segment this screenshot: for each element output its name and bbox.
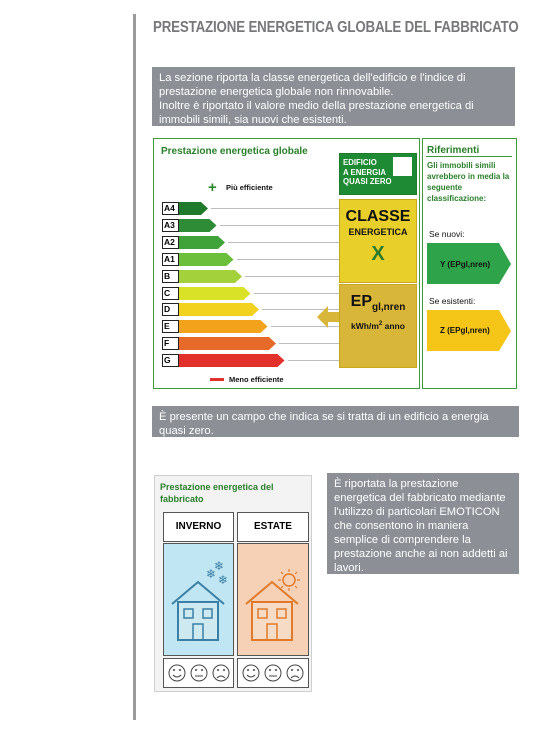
nzeb-box — [339, 153, 417, 195]
svg-text:❄: ❄ — [206, 567, 217, 581]
winter-panel — [163, 543, 234, 656]
summer-emoticons — [237, 658, 309, 688]
existing-label: Se esistenti: — [429, 296, 476, 306]
references-text: Gli immobili simili avrebbero in media la seguente classificazione: — [427, 161, 510, 203]
winter-header: INVERNO — [163, 512, 234, 542]
winter-house-icon — [164, 544, 233, 655]
plus-icon: + — [208, 179, 217, 196]
nzeb-line-3: QUASI ZERO — [343, 177, 392, 186]
more-efficient-label: Più efficiente — [226, 183, 273, 192]
summer-house-icon — [238, 544, 308, 655]
pointer-arrow-icon — [317, 305, 339, 329]
nzeb-checkbox — [393, 157, 412, 176]
energy-class-box — [339, 199, 417, 283]
classe-title: CLASSE — [345, 208, 411, 225]
energy-class-label: F — [162, 337, 179, 350]
energy-class-arrow — [179, 253, 235, 266]
energy-class-arrow — [179, 303, 260, 316]
summer-header: ESTATE — [237, 512, 309, 542]
energy-class-label: D — [162, 303, 179, 316]
emoticon-callout-text: È riportata la prestazione energetica del fabbricato mediante l'utilizzo di particolari EMOTICON che consentono in maniera semplice di comprendere la prestazione anche ai non addetti ai lavori. — [334, 478, 508, 574]
energy-class-label: E — [162, 320, 179, 333]
minus-icon — [210, 378, 224, 381]
svg-text:❄: ❄ — [218, 573, 229, 587]
emoticon-callout — [327, 473, 519, 574]
energetica-title: ENERGETICA — [348, 227, 408, 237]
nzeb-callout-text: È presente un campo che indica se si tratta di un edificio a energia quasi zero. — [159, 411, 489, 437]
intro-callout — [152, 67, 515, 126]
energy-class-guide — [288, 360, 340, 361]
left-divider-line — [133, 14, 136, 720]
ep-unit-tail: anno — [382, 321, 405, 332]
winter-emoticons — [163, 658, 234, 688]
energy-class-arrow — [179, 337, 277, 350]
energy-class-label: C — [162, 287, 179, 300]
less-efficient-label: Meno efficiente — [229, 375, 284, 384]
energy-class-label: G — [162, 354, 179, 367]
nzeb-line-2: A ENERGIA — [343, 167, 387, 177]
emoticon-panel-title: Prestazione energetica del fabbricato — [160, 482, 274, 504]
ep-unit: kWh/m — [351, 321, 379, 332]
ep-unit-sup: 2 — [378, 321, 383, 328]
new-label: Se nuovi: — [429, 229, 465, 239]
ep-symbol: EP — [350, 293, 372, 310]
energy-class-label: A4 — [162, 202, 179, 215]
references-divider — [426, 156, 512, 157]
energy-class-arrow — [179, 202, 209, 215]
ep-index-box — [339, 284, 417, 368]
energy-class-label: A2 — [162, 236, 179, 249]
summer-panel — [237, 543, 309, 656]
winter-face-icons — [164, 659, 233, 687]
energy-class-arrow — [179, 219, 218, 232]
svg-text:❄: ❄ — [214, 559, 225, 573]
existing-reference-value: Z (EPgl,nren) — [440, 326, 490, 335]
energy-class-guide — [279, 343, 339, 344]
energy-label-title: Prestazione energetica globale — [161, 146, 308, 157]
references-title: Riferimenti — [427, 145, 480, 156]
energy-class-value: X — [371, 243, 385, 265]
sun-icon — [283, 574, 295, 586]
nzeb-line-1: EDIFICIO — [343, 158, 377, 167]
page-title: PRESTAZIONE ENERGETICA GLOBALE DEL FABBRICATO — [153, 19, 519, 36]
energy-class-guide — [228, 242, 339, 243]
energy-class-arrow — [179, 320, 269, 333]
energy-class-guide — [254, 293, 340, 294]
energy-class-label: A1 — [162, 253, 179, 266]
energy-class-label: B — [162, 270, 179, 283]
ep-subscript: gl,nren — [372, 302, 406, 314]
energy-class-arrow — [179, 287, 252, 300]
energy-class-arrow — [179, 270, 243, 283]
energy-class-guide — [237, 259, 340, 260]
energy-class-guide — [211, 208, 339, 209]
energy-class-arrow — [179, 354, 286, 367]
intro-callout-text: La sezione riporta la classe energetica dell'edificio e l'indice di prestazione energetica globale non rinnovabile. Inoltre è riportato il valore medio della prestazione energetica di immobili simili, sia nuovi che esistenti. — [159, 72, 474, 126]
energy-class-guide — [220, 225, 340, 226]
summer-face-icons — [238, 659, 308, 687]
energy-class-arrow — [179, 236, 226, 249]
new-reference-value: Y (EPgl,nren) — [440, 260, 491, 269]
energy-class-guide — [245, 276, 339, 277]
nzeb-callout — [152, 406, 519, 437]
energy-class-label: A3 — [162, 219, 179, 232]
